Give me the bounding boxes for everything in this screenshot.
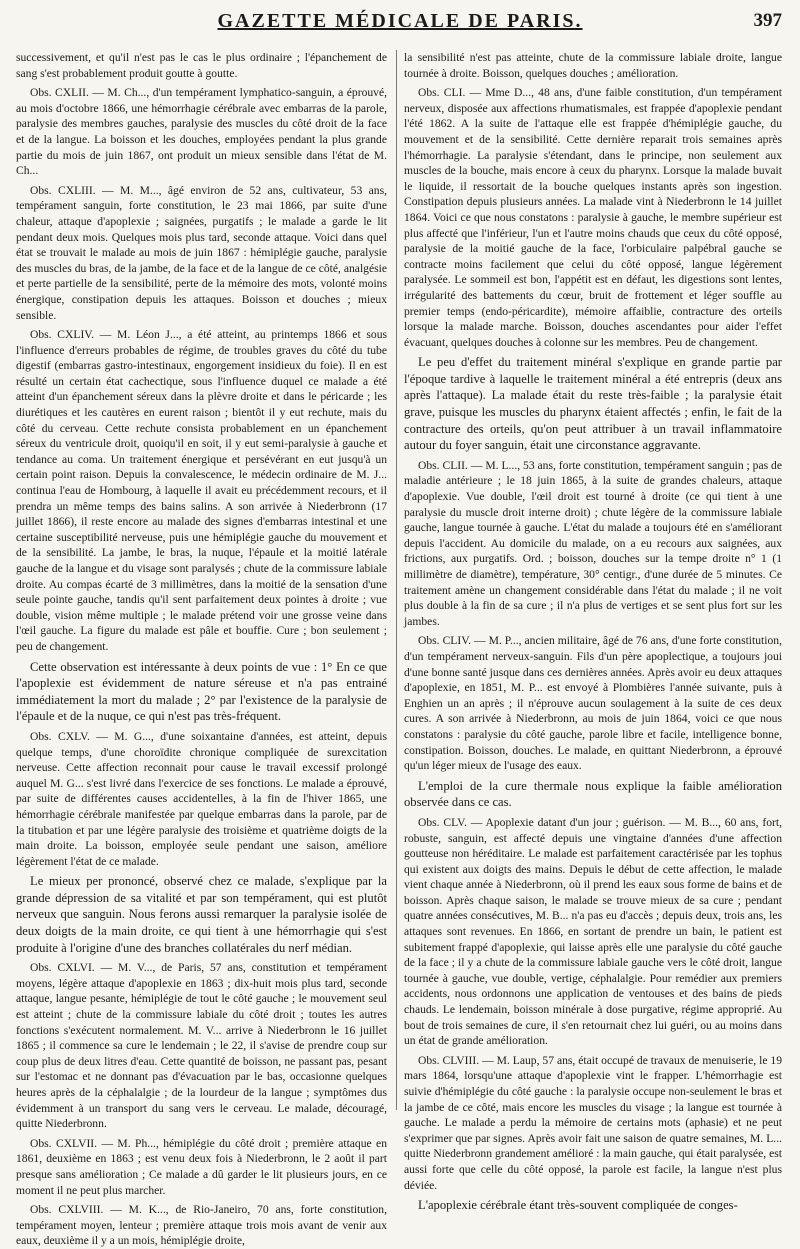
observation-cxlviii: Obs. CXLVIII. — M. K..., de Rio-Janeiro, 70 ans, forte constitution, tempérament moyen, lenteur ; première attaque trois mois avant de venir aux eaux, deuxième il y a un mois, hémiplégie droite, bbox=[16, 1203, 387, 1248]
commentary-paragraph: Cette observation est intéressante à deux points de vue : 1° En ce que l'apoplexie est évidemment de nature séreuse et n'a pas entrainé immédiatement la mort du malade ; 2° par l'existence de la paralysie de l'épaule et de la nuque, ce qui n'est pas très-fréquent. bbox=[16, 659, 387, 724]
observation-clii: Obs. CLII. — M. L..., 53 ans, forte constitution, tempérament sanguin ; pas de maladie antérieure ; le 18 juin 1865, à la suite de grandes chaleurs, attaque d'apoplexie. Vue double, l'œil droit est tourné à droite (ce qui tient à une paralysie du muscle droit interne droit) ; chute légère de la commissure labiale gauche, langue tournée à gauche. L'état du malade a toujours été en s'améliorant depuis l'accident. Au domicile du malade, on a eu recours aux saignées, aux frictions, aux purgatifs. Ord. ; boisson, douches sur la tempe droite n° 1 (1 millimètre de diamètre), température, 30° centigr., d'une durée de 5 minutes. Ce traitement amène un changement considérable dans l'état du malade ; il ne voit plus double à la fin de sa cure ; il n'a plus de vertiges et se sent plus fort sur les jambes. bbox=[404, 458, 782, 628]
observation-cxliv: Obs. CXLIV. — M. Léon J..., a été atteint, au printemps 1866 et sous l'influence d'erreurs probables de régime, de troubles graves du côté du tube digestif (embarras gastro-intestinaux, engorgement insidieux du foie). Il en est résulté un certain état cachectique, sous l'influence duquel ce malade a été atteint d'un épanchement séreux dans la plèvre droite et dans le péricarde ; les diurétiques et les cautères en eurent raison ; bientôt il y eut rechute, mais du côté du cerveau. Cette rechute consista probablement en un épanchement séreux du ventricule droit, quoiqu'il en soit, il y eut semi-paralysie à gauche et tendance au coma. Un traitement énergique et persévérant en eut jusqu'à un certain point raison. Depuis la convalescence, le médecin ordinaire de M. J... continua l'eau de Hombourg, à laquelle il avait eu précédemment recours, et il prendra un même temps des bains salins. A son arrivée à Niederbronn (17 juillet 1866), il reste encore au malade des signes d'embarras intestinal et une certaine susceptibilité nerveuse, puis une hémiplégie gauche du mouvement et de la sensibilité. La jambe, le bras, la nuque, l'épaule et la moitié latérale gauche de la langue et du visage sont paralysés ; chute de la commissure labiale droite. Au compas écarté de 3 millimètres, dans la moitié de la sensation d'une seule pointe gauche, tandis qu'il sent parfaitement deux pointes à droite ; vue double, vision même multiple ; le malade prétend voir une grosse veine dans l'œil gauche. La figure du malade est pâle et bouffie. Cure ; bon seulement ; peu de changement. bbox=[16, 328, 387, 653]
paragraph: la sensibilité n'est pas atteinte, chute de la commissure labiale droite, langue tournée à droite. Boisson, quelques douches ; amélioration. bbox=[404, 51, 782, 80]
observation-cxliii: Obs. CXLIII. — M. M..., âgé environ de 52 ans, cultivateur, 53 ans, tempérament sanguin, forte constitution, le 23 mai 1866, par suite d'une chaleur, attaque d'apoplexie ; saignées, purgatifs ; le malade a garde le lit pendant deux mois. Quelques mois plus tard, seconde attaque. Voici dans quel état se trouvait le malade au mois de juin 1867 : hémiplégie gauche, paralysie des muscles du bras, de la jambe, de la face et de la langue de ce côté, analgésie et perte partielle de la sensibilité, perte de la mémoire des mots, volonté moins énergique, constipation depuis les attaques. Boisson et douches ; mieux sensible. bbox=[16, 183, 387, 322]
commentary-paragraph: L'emploi de la cure thermale nous explique la faible amélioration observée dans ce cas. bbox=[404, 778, 782, 810]
commentary-paragraph: Le peu d'effet du traitement minéral s'explique en grande partie par l'époque tardive à laquelle le traitement minéral a été entrepris (deux ans après l'attaque). La malade était du reste très-faible ; la paralysie était grave, puisque les muscles du pharynx étaient affectés ; enfin, le fait de la contracture des orteils, qu'on peut attribuer à un travail inflammatoire autour du foyer sanguin, était une circonstance aggravante. bbox=[404, 355, 782, 453]
column-divider bbox=[396, 50, 397, 1110]
page-number: 397 bbox=[753, 10, 782, 31]
commentary-paragraph: L'apoplexie cérébrale étant très-souvent compliquée de conges- bbox=[418, 1198, 738, 1213]
observation-clv: Obs. CLV. — Apoplexie datant d'un jour ; guérison. — M. B..., 60 ans, fort, robuste, sanguin, est affecté depuis une vingtaine d'années d'une affection goutteuse non héréditaire. Le malade est parfaitement caractérisée par les tophus qui existent aux doigts des mains. Depuis le début de cette affection, le malade vient chaque année à Niederbronn, où il prend les eaux sous forme de bains et de boisson. Après chaque saison, le malade se trouve mieux de sa cure ; pendant quatre années consécutives, M. B... n'a pas eu d'accès ; depuis deux, trois ans, les attaques sont revenues. En 1866, en sortant de prendre un bain, le patient est subitement frappé d'apoplexie, qui laisse après elle une paralysie du côté gauche de la face ; il y a chute de la commissure labiale gauche vers le côté droit, langue tournée à gauche, vue double, vertige, céphalalgie. Pour remédier aux premiers accidents, nous ordonnons une application de ventouses et des bains de pieds chauds. Le lendemain, boisson minérale à dose purgative, régime approprié. Au bout de trois semaines de cure, il s'en retournait chez lui guéri, ou au moins dans un état de grande amélioration. bbox=[404, 815, 782, 1048]
observation-cli: Obs. CLI. — Mme D..., 48 ans, d'une faible constitution, d'un tempérament nerveux, disposée aux affections rhumatismales, est frappée d'apoplexie pendant l'été 1862. A la suite de l'attaque elle est frappée d'hémiplégie gauche, du mouvement et de la sensibilité. Cette dernière reparait trois semaines après l'hémorrhagie. La paralysie s'étendant, dans le principe, non seulement aux muscles de la bouche, mais encore à ceux du pharynx. Lorsque la malade buvait le liquide, il ressortait de la bouche quelques instants après son ingestion. Constipation depuis plusieurs années. La malade vint à Niederbronn le 14 juillet 1864. Voici ce que nous constatons : paralysie à gauche, le membre supérieur est plus affecté que l'inférieur, l'un et l'autre moins chauds que ceux du côté opposé, paralysie de la moitié gauche de la face, l'orbiculaire palpébral gauche se contracte moins facilement que celui du côté opposé, langue légèrement paralysée. Le sommeil est bon, l'appétit est en défaut, les digestions sont lentes, irrégularité des battements du cœur, bruit de frottement et léger souffle au premier temps (endo-péricardite), mémoire affaiblie, contracture des orteils lorsque la malade marche. Boisson, douches ascendantes pour aider l'effet évacuant, quelques douches à colonne sur les membres. Peu de changement. bbox=[404, 86, 782, 349]
commentary-paragraph: Le mieux per prononcé, observé chez ce malade, s'explique par la grande dépression de sa vitalité et par son tempérament, qui est plutôt nerveux que sanguin. Nous ferons aussi remarquer la paralysie isolée de deux doigts de la main droite, ce qui tient à une hémorrhagie qui s'est produite à l'origine d'une des branches collatérales du nerf médian. bbox=[16, 874, 387, 955]
observation-clviii: Obs. CLVIII. — M. Laup, 57 ans, était occupé de travaux de menuiserie, le 19 mars 1864, lorsqu'une attaque d'apoplexie vint le frapper. L'hémorrhagie est suivie d'hémiplégie du côté gauche : la paralysie occupe non-seulement le bras et la jambe de ce côté, mais encore les muscles du visage ; la langue est tournée à gauche. Le malade a perdu la mémoire de certains mots (aphasie) et ne peut s'exprimer que par signes. Après avoir fait une saison de quatre semaines, M. L... quitte Niederbronn grandement amélioré : la main gauche, qui était paralysée, est aussi forte que celle du côté opposé, la parole est facile, la langue n'est plus déviée. bbox=[404, 1053, 782, 1192]
right-column bbox=[404, 50, 782, 1213]
page-header bbox=[0, 0, 800, 44]
paragraph: successivement, et qu'il n'est pas le cas le plus ordinaire ; l'épanchement de sang s'est probablement produit goutte à goutte. bbox=[16, 51, 387, 80]
observation-cxlv: Obs. CXLV. — M. G..., d'une soixantaine d'années, est atteint, depuis quelque temps, d'une choroïdite chronique compliquée de surexcitation nerveuse. Cette affection reconnait pour cause le travail excessif prolongé auquel M. G... s'est livré dans l'exercice de ses fonctions. Le malade a éprouvé, par suite de différentes causes accidentelles, à la fin de l'hiver 1865, une hémorrhagie cérébrale manifestée par quelque embarras dans la parole, par de la titubation et par une légère paralysie des troisième et quatrième doigts de la main droite. La boisson, employée seule pendant une saison, améliore légèrement l'état de ce malade. bbox=[16, 729, 387, 868]
observation-cxlii: Obs. CXLII. — M. Ch..., d'un tempérament lymphatico-sanguin, a éprouvé, au mois d'octobre 1866, une hémorrhagie cérébrale avec embarras de la parole, paralysie des membres gauches, paralysie des muscles du côté droit de la face et de la langue. La boisson et les douches, employées pendant la plus grande partie du mois de juin 1867, ont produit un mieux sensible dans l'état de M. Ch... bbox=[16, 86, 387, 178]
observation-cxlvi: Obs. CXLVI. — M. V..., de Paris, 57 ans, constitution et tempérament moyens, légère attaque d'apoplexie en 1863 ; dix-huit mois plus tard, seconde attaque, langue pesante, hémiplégie de tout le côté gauche ; le mouvement seul est atteint ; chute de la commissure labiale du côté droit ; toutes les autres fonctions s'exécutent normalement. M. V... arrive à Niederbronn le 16 juillet 1865 ; il commence sa cure le lendemain ; le 22, il s'avise de prendre coup sur coup plus de deux litres d'eau. Cette quantité de boisson, ne passant pas, pesant sur l'estomac et ne donnant pas d'évacuation par le bas, occasionne quelques heures après de la céphalalgie ; de la lourdeur de la langue ; symptômes dus évidemment à un transport du sang vers le cerveau. Le malade, découragé, quitte Niederbronn. bbox=[16, 961, 387, 1131]
observation-cxlvii: Obs. CXLVII. — M. Ph..., hémiplégie du côté droit ; première attaque en 1861, deuxième en 1863 ; est venu deux fois à Niederbronn, le 2 août il part presque sans amélioration ; Ce malade a dû garder le lit plusieurs jours, en ce moment il ne peut plus marcher. bbox=[16, 1136, 387, 1197]
observation-cliv: Obs. CLIV. — M. P..., ancien militaire, âgé de 76 ans, d'une forte constitution, d'un tempérament nerveux-sanguin. Fils d'un père apoplectique, a toujours joui d'une bonne santé jusque dans ces dernières années. Après avoir eu deux attaques d'apoplexie, en 1851, M. P... est envoyé à Plombières l'année suivante, puis à Enghien un an après ; il n'éprouve aucun soulagement à la suite de ces deux cures. A son arrivée à Niederbronn, au mois de juin 1864, voici ce que nous constatons : paralysie du côté gauche, parole libre et facile, intelligence bonne, constipation. Boisson, douches. Le malade, en quittant Niederbronn, a éprouvé qu'un léger mieux de l'usage des eaux. bbox=[404, 634, 782, 773]
journal-title: GAZETTE MÉDICALE DE PARIS. bbox=[217, 10, 583, 32]
left-column bbox=[16, 50, 387, 1248]
